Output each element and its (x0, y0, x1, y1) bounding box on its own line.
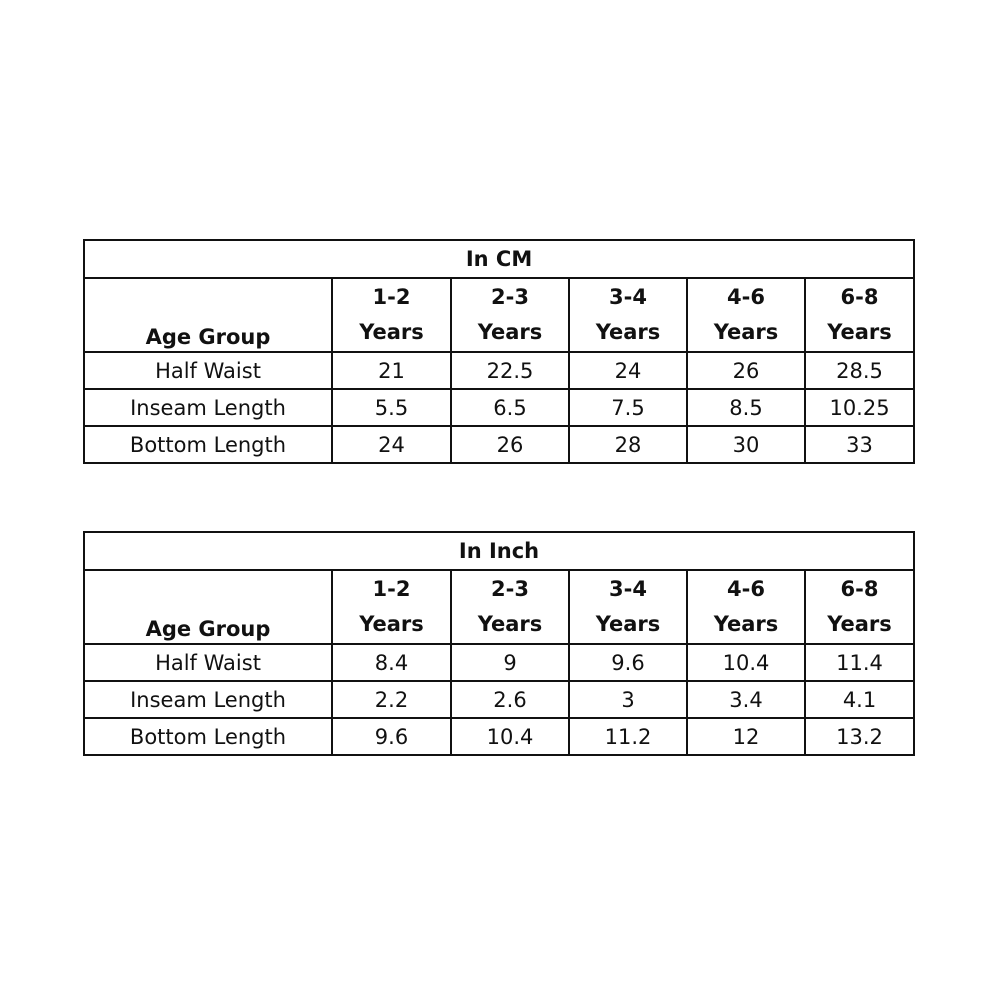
age-column-header (451, 278, 569, 352)
age-column-header (451, 570, 569, 644)
table-row (84, 681, 914, 718)
table-cell: 5.5 (332, 389, 451, 426)
row-label: Bottom Length (84, 718, 332, 755)
table-cell: 6.5 (451, 389, 569, 426)
table-cell: 2.2 (332, 681, 451, 718)
age-column-header (805, 278, 914, 352)
age-unit: Years (595, 320, 661, 344)
age-group-header: Age Group (84, 570, 332, 644)
table-cell: 24 (332, 426, 451, 463)
age-unit: Years (477, 612, 543, 636)
age-group-header: Age Group (84, 278, 332, 352)
age-column-header (569, 570, 687, 644)
age-range: 1-2 (372, 285, 411, 309)
table-cell: 9.6 (332, 718, 451, 755)
age-column-header (569, 278, 687, 352)
table-row (84, 718, 914, 755)
age-unit: Years (477, 320, 543, 344)
age-column-header (687, 570, 805, 644)
age-range: 3-4 (609, 285, 647, 309)
table-row (84, 389, 914, 426)
table-cell: 22.5 (451, 352, 569, 389)
table-cell: 4.1 (805, 681, 914, 718)
table-row (84, 644, 914, 681)
table-row (84, 352, 914, 389)
row-label: Half Waist (84, 644, 332, 681)
table-row (84, 426, 914, 463)
age-unit: Years (359, 320, 424, 344)
table-cell: 21 (332, 352, 451, 389)
table-cell: 10.25 (805, 389, 914, 426)
age-range: 4-6 (727, 577, 765, 601)
age-range: 2-3 (491, 285, 529, 309)
age-unit: Years (827, 612, 892, 636)
table-cell: 8.4 (332, 644, 451, 681)
size-table-inch (83, 531, 915, 756)
table-cell: 9.6 (569, 644, 687, 681)
table-cell: 11.4 (805, 644, 914, 681)
table-cell: 9 (451, 644, 569, 681)
age-unit: Years (595, 612, 661, 636)
age-column-header (332, 278, 451, 352)
table-title: In Inch (84, 532, 914, 570)
table-cell: 10.4 (451, 718, 569, 755)
age-range: 3-4 (609, 577, 647, 601)
age-range: 4-6 (727, 285, 765, 309)
table-cell: 33 (805, 426, 914, 463)
size-table-cm (83, 239, 915, 464)
age-range: 6-8 (840, 285, 879, 309)
table-cell: 8.5 (687, 389, 805, 426)
table-cell: 30 (687, 426, 805, 463)
age-unit: Years (713, 612, 779, 636)
table-cell: 13.2 (805, 718, 914, 755)
table-cell: 28.5 (805, 352, 914, 389)
table-cell: 11.2 (569, 718, 687, 755)
table-cell: 2.6 (451, 681, 569, 718)
row-label: Inseam Length (84, 389, 332, 426)
table-cell: 10.4 (687, 644, 805, 681)
table-cell: 28 (569, 426, 687, 463)
age-unit: Years (713, 320, 779, 344)
table-cell: 3.4 (687, 681, 805, 718)
table-title: In CM (84, 240, 914, 278)
table-cell: 7.5 (569, 389, 687, 426)
table-cell: 12 (687, 718, 805, 755)
age-range: 2-3 (491, 577, 529, 601)
table-cell: 26 (687, 352, 805, 389)
table-cell: 3 (569, 681, 687, 718)
age-unit: Years (359, 612, 424, 636)
age-column-header (332, 570, 451, 644)
age-column-header (805, 570, 914, 644)
age-range: 6-8 (840, 577, 879, 601)
table-cell: 26 (451, 426, 569, 463)
age-column-header (687, 278, 805, 352)
age-range: 1-2 (372, 577, 411, 601)
row-label: Bottom Length (84, 426, 332, 463)
row-label: Half Waist (84, 352, 332, 389)
table-cell: 24 (569, 352, 687, 389)
row-label: Inseam Length (84, 681, 332, 718)
age-unit: Years (827, 320, 892, 344)
